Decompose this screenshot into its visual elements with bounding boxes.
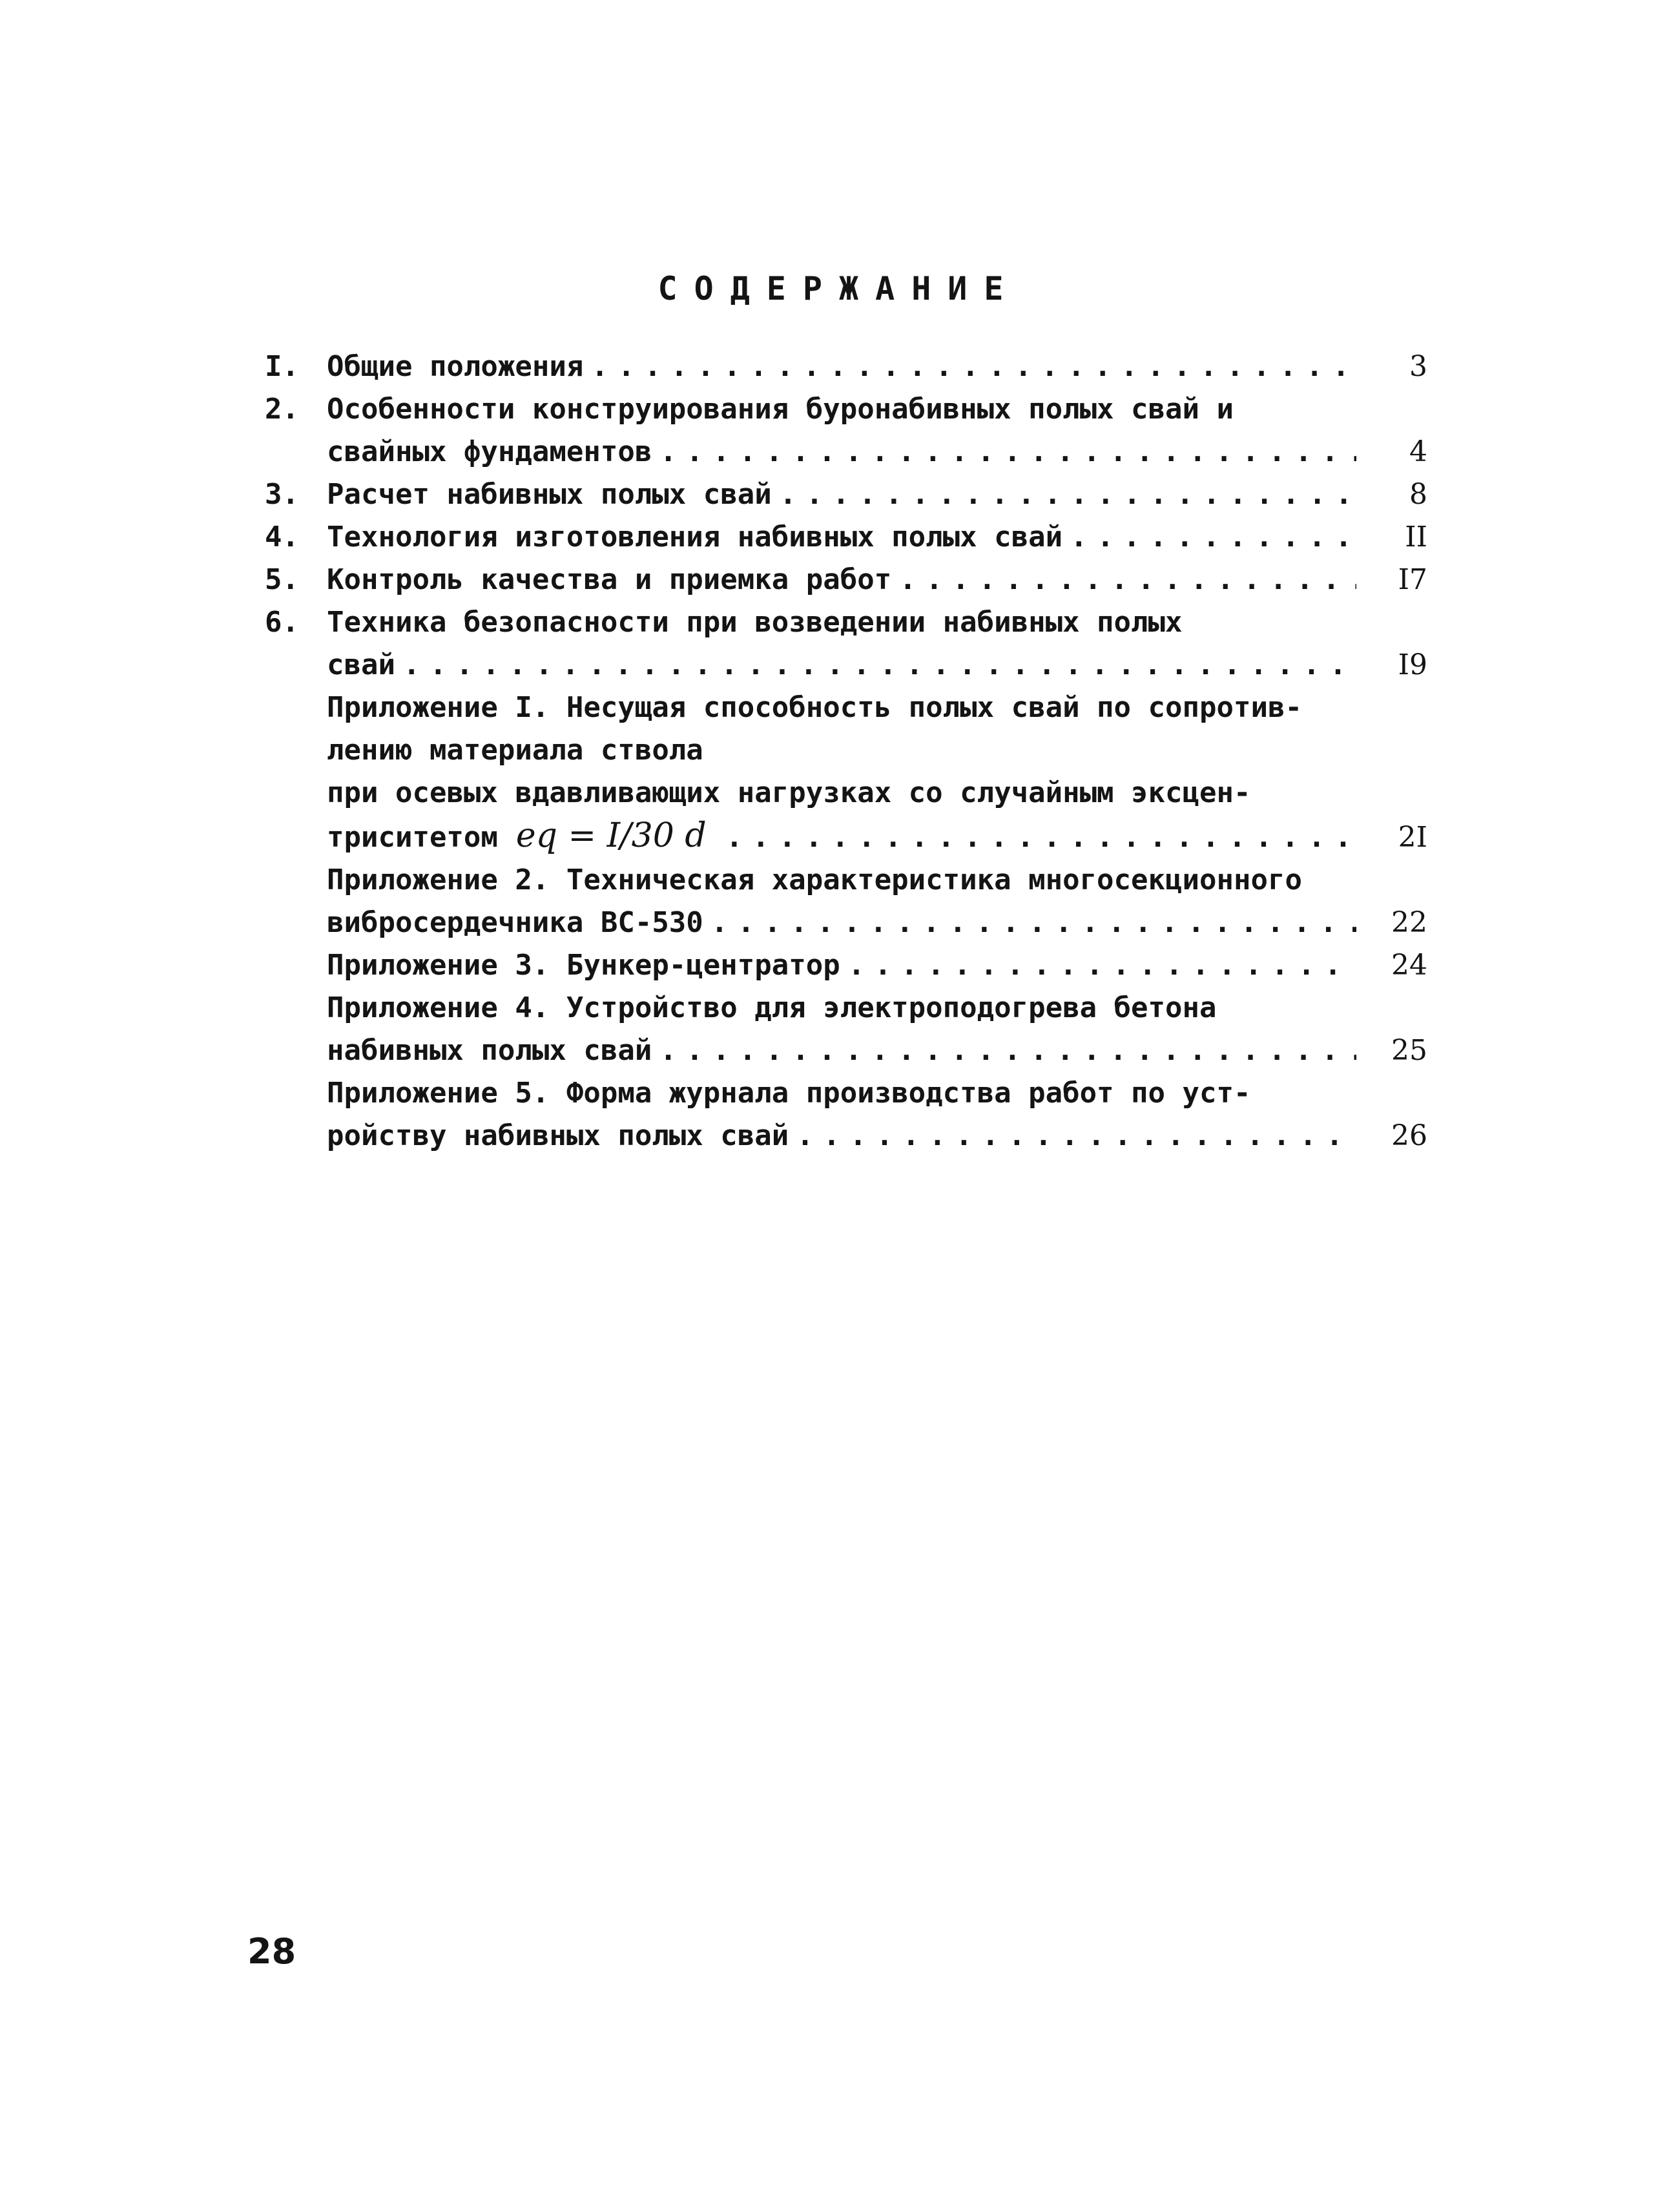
toc-entry-text: Приложение 2. Техническая характеристика многосекционного <box>327 863 1302 896</box>
table-of-contents <box>265 346 1427 1157</box>
toc-entry-text: набивных полых свай <box>327 1034 652 1067</box>
toc-entry-text: Приложение 3. Бункер-центратор <box>327 949 840 982</box>
toc-entry-3 <box>265 473 1427 516</box>
toc-page-number: 26 <box>1391 1119 1427 1152</box>
eccentricity-formula: eq = I/30 d <box>515 816 707 855</box>
toc-entry-2 <box>265 388 1427 473</box>
toc-entry-4 <box>265 516 1427 559</box>
page-title: СОДЕРЖАНИЕ <box>658 270 1020 307</box>
toc-entry-number: 3. <box>265 478 299 511</box>
toc-appendix-1 <box>265 687 1427 859</box>
dot-leader <box>659 431 1356 473</box>
toc-entry-text: Расчет набивных полых свай <box>327 478 772 511</box>
dot-leader <box>403 644 1356 687</box>
dot-leader <box>659 1029 1356 1072</box>
toc-entry-number: I. <box>265 350 299 383</box>
toc-page-number: 22 <box>1391 906 1427 939</box>
toc-entry-number: 4. <box>265 521 299 553</box>
toc-entry-text: при осевых вдавливающих нагрузках со случайным эксцен- <box>327 776 1251 809</box>
toc-entry-number: 6. <box>265 606 299 639</box>
toc-page-number: 3 <box>1409 350 1427 383</box>
toc-entry-text: триситетом <box>327 821 498 854</box>
toc-appendix-4 <box>265 987 1427 1072</box>
toc-entry-text: ройству набивных полых свай <box>327 1119 789 1152</box>
toc-page-number: 25 <box>1391 1034 1427 1067</box>
toc-entry-text: лению материала ствола <box>327 734 703 767</box>
toc-entry-text: Приложение 4. Устройство для электроподогрева бетона <box>327 991 1217 1024</box>
toc-page-number: 24 <box>1391 949 1427 982</box>
toc-page-number: 2I <box>1398 821 1427 854</box>
toc-entry-text: Технология изготовления набивных полых свай <box>327 521 1063 553</box>
toc-page-number: 4 <box>1409 435 1427 468</box>
toc-page-number: 8 <box>1409 478 1427 511</box>
page-number: 28 <box>247 1931 296 1972</box>
toc-entry-text: Приложение 5. Форма журнала производства работ по уст- <box>327 1077 1251 1110</box>
toc-entry-6 <box>265 601 1427 687</box>
toc-entry-1 <box>265 346 1427 388</box>
toc-entry-number: 5. <box>265 563 299 596</box>
toc-page-number: I9 <box>1398 648 1427 681</box>
dot-leader <box>848 944 1356 987</box>
dot-leader <box>796 1115 1356 1157</box>
toc-entry-text: Контроль качества и приемка работ <box>327 563 892 596</box>
toc-appendix-3 <box>265 944 1427 987</box>
toc-entry-text: Общие положения <box>327 350 584 383</box>
dot-leader <box>899 559 1356 601</box>
dot-leader <box>1070 516 1356 559</box>
toc-page-number: I7 <box>1398 563 1427 596</box>
dot-leader <box>726 816 1356 859</box>
toc-entry-text: свай <box>327 648 395 681</box>
dot-leader <box>780 473 1356 516</box>
toc-entry-text: вибросердечника ВС-530 <box>327 906 703 939</box>
toc-entry-text: Приложение I. Несущая способность полых свай по сопротив- <box>327 691 1302 724</box>
toc-entry-number: 2. <box>265 393 299 426</box>
toc-appendix-2 <box>265 859 1427 944</box>
toc-page-number: II <box>1405 521 1427 553</box>
toc-appendix-5 <box>265 1072 1427 1157</box>
toc-entry-text: Особенности конструирования буронабивных полых свай и <box>327 393 1234 426</box>
toc-entry-text: Техника безопасности при возведении набивных полых <box>327 606 1183 639</box>
dot-leader <box>591 346 1356 388</box>
toc-entry-5 <box>265 559 1427 601</box>
toc-entry-text: свайных фундаментов <box>327 435 652 468</box>
dot-leader <box>711 902 1356 944</box>
